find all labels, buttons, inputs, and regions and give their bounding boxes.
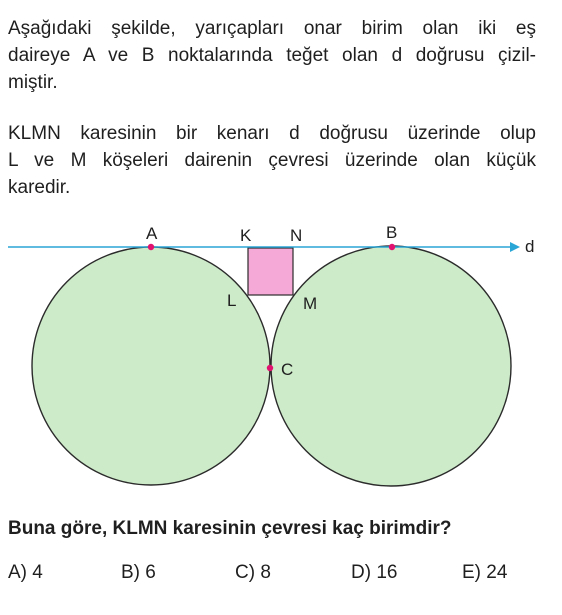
problem-paragraph-2 (8, 120, 536, 201)
choice-c[interactable]: C) 8 (235, 562, 271, 583)
paragraph-line: karedir. (8, 177, 71, 198)
choice-d[interactable]: D) 16 (351, 562, 398, 583)
label-m: M (303, 294, 318, 313)
point-b (389, 244, 395, 250)
label-l: L (227, 291, 237, 310)
label-b: B (386, 223, 398, 242)
problem-paragraph-1 (8, 15, 536, 96)
point-c (267, 365, 273, 371)
paragraph-line: Aşağıdaki şekilde, yarıçapları onar birim olan iki eş (8, 18, 536, 39)
line-arrowhead-icon (510, 242, 520, 252)
left-circle (32, 247, 270, 485)
paragraph-line: daireye A ve B noktalarında teğet olan d doğrusu çizil- (8, 45, 536, 66)
choice-a[interactable]: A) 4 (8, 562, 43, 583)
label-n: N (290, 226, 303, 245)
geometry-figure (0, 215, 562, 505)
choice-e[interactable]: E) 24 (462, 562, 508, 583)
question-text: Buna göre, KLMN karesinin çevresi kaç birimdir? (8, 518, 452, 539)
point-a (148, 244, 154, 250)
answer-choices (0, 562, 562, 592)
paragraph-line: KLMN karesinin bir kenarı d doğrusu üzerinde olup (8, 123, 536, 144)
paragraph-line: L ve M köşeleri dairenin çevresi üzerinde olan küçük (8, 150, 536, 171)
right-circle (271, 246, 511, 486)
paragraph-line: miştir. (8, 72, 58, 93)
label-a: A (146, 224, 158, 243)
label-k: K (240, 226, 252, 245)
square-klmn (248, 248, 293, 295)
label-c: C (281, 360, 294, 379)
label-d: d (525, 237, 535, 256)
choice-b[interactable]: B) 6 (121, 562, 156, 583)
